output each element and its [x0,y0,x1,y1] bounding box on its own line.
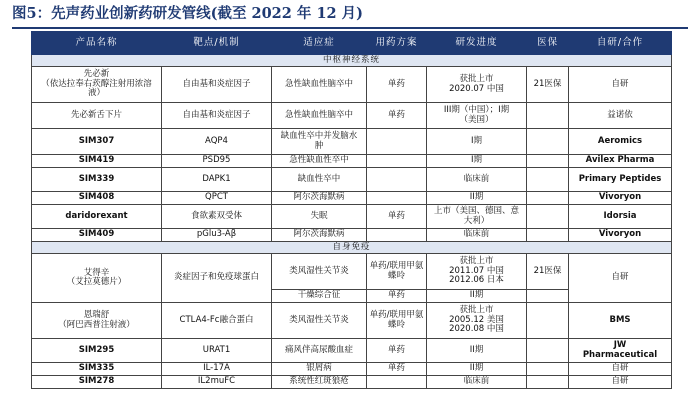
partner-cell: 自研 [569,254,672,303]
insurance-cell [527,155,569,168]
header-target: 靶点/机制 [162,32,272,55]
progress-cell: 临床前 [427,376,527,389]
product-name-line: （依达拉奉右莰醇注射用浓溶 [41,78,152,89]
product-cell: SIM408 [32,192,162,205]
indication-line: 缺血性卒中并发脑水 [280,131,358,141]
partner-cell: Vivoryon [569,192,672,205]
regimen-cell: 单药 [367,339,427,363]
indication-line: 肿 [314,140,324,151]
progress-cell: II期 [427,290,527,303]
regimen-cell [367,155,427,168]
product-cell [32,303,162,339]
target-cell: 食欲素双受体 [162,205,272,229]
partner-cell: 自研 [569,363,672,376]
insurance-cell [527,103,569,129]
target-cell: PSD95 [162,155,272,168]
progress-cell [427,254,527,290]
regimen-cell [367,168,427,192]
indication-cell: 急性缺血性脑卒中 [272,67,367,103]
section-row-autoimmune [32,242,672,254]
target-cell: QPCT [162,192,272,205]
progress-cell: II期 [427,339,527,363]
indication-cell: 缺血性卒中 [272,168,367,192]
progress-cell: I期 [427,155,527,168]
target-cell: IL2muFC [162,376,272,389]
product-cell [32,254,162,303]
regimen-cell: 单药 [367,290,427,303]
table-row [32,303,672,339]
progress-cell [427,103,527,129]
section-row-cns [32,55,672,67]
regimen-line: 蝶呤 [387,319,405,330]
regimen-line: 单药/联用甲氨 [369,261,424,271]
table-row [32,254,672,290]
progress-cell: I期 [427,129,527,155]
regimen-cell [367,129,427,155]
progress-cell [427,205,527,229]
regimen-line: 单药/联用甲氨 [369,310,424,320]
indication-cell: 急性缺血性脑卒中 [272,103,367,129]
progress-line: 大利） [463,215,490,226]
progress-line: 获批上市 [459,305,494,316]
partner-cell: 自研 [569,67,672,103]
partner-cell: Vivoryon [569,229,672,242]
insurance-cell [527,192,569,205]
section-label: 自身免疫 [32,242,672,254]
indication-cell: 痛风伴高尿酸血症 [272,339,367,363]
table-row [32,339,672,363]
insurance-cell [527,290,569,303]
indication-cell: 阿尔茨海默病 [272,229,367,242]
product-name-line: 液） [87,88,105,99]
insurance-cell [527,205,569,229]
regimen-cell [367,376,427,389]
product-cell [32,67,162,103]
target-cell: URAT1 [162,339,272,363]
target-cell: 自由基和炎症因子 [162,103,272,129]
progress-line: （美国） [459,114,494,125]
insurance-cell [527,129,569,155]
progress-cell: II期 [427,363,527,376]
target-cell: 自由基和炎症因子 [162,67,272,103]
header-regimen: 用药方案 [367,32,427,55]
indication-cell: 银屑病 [272,363,367,376]
product-name: 恩瑞舒 [83,310,110,320]
indication-cell: 系统性红斑狼疮 [272,376,367,389]
indication-cell: 失眠 [272,205,367,229]
insurance-cell [527,303,569,339]
header-product: 产品名称 [32,32,162,55]
product-cell: SIM278 [32,376,162,389]
insurance-cell: 21医保 [527,254,569,290]
insurance-cell [527,229,569,242]
product-name-line: （艾拉莫德片） [66,277,127,287]
progress-cell [427,67,527,103]
section-label: 中枢神经系统 [32,55,672,67]
product-name: 艾得辛 [83,267,110,278]
progress-cell [427,303,527,339]
indication-cell: 类风湿性关节炎 [272,303,367,339]
product-cell: SIM409 [32,229,162,242]
partner-cell: BMS [569,303,672,339]
indication-cell [272,129,367,155]
partner-line: Pharmaceutical [582,349,658,360]
product-cell: SIM307 [32,129,162,155]
progress-line: 获批上市 [459,256,494,267]
table-row [32,205,672,229]
table-row [32,363,672,376]
indication-cell: 急性缺血性卒中 [272,155,367,168]
insurance-cell [527,168,569,192]
regimen-cell: 单药 [367,103,427,129]
progress-line: III期（中国）；I期 [443,105,510,115]
regimen-cell: 单药 [367,67,427,103]
regimen-cell: 单药 [367,363,427,376]
partner-cell [569,339,672,363]
product-name: 先必新 [83,69,110,80]
progress-line: 2011.07 中国 [449,265,504,276]
partner-cell: 益诺依 [569,103,672,129]
regimen-line: 蝶呤 [387,270,405,281]
header-indication: 适应症 [272,32,367,55]
product-cell: 先必新舌下片 [32,103,162,129]
progress-line: 2020.08 中国 [449,324,504,335]
header-insurance: 医保 [527,32,569,55]
progress-cell: 临床前 [427,168,527,192]
progress-cell: 临床前 [427,229,527,242]
product-name-line: （阿巴西普注射液） [58,319,135,330]
regimen-cell [367,303,427,339]
progress-line: 上市（美国、德国、意 [433,206,519,216]
product-cell: SIM335 [32,363,162,376]
insurance-cell [527,376,569,389]
header-partner: 自研/合作 [569,32,672,55]
table-row [32,229,672,242]
table-row [32,129,672,155]
table-row [32,155,672,168]
header-row [32,32,672,55]
progress-line: 2012.06 日本 [449,275,504,286]
regimen-cell [367,254,427,290]
product-cell: SIM339 [32,168,162,192]
indication-cell: 类风湿性关节炎 [272,254,367,290]
partner-cell: Idorsia [569,205,672,229]
progress-cell: II期 [427,192,527,205]
target-cell: DAPK1 [162,168,272,192]
table-row [32,67,672,103]
target-cell: pGlu3-Aβ [162,229,272,242]
table-row [32,103,672,129]
regimen-cell: 单药 [367,205,427,229]
progress-line: 获批上市 [459,74,494,84]
target-cell: IL-17A [162,363,272,376]
partner-cell: Aeromics [569,129,672,155]
progress-line: 2005.12 美国 [449,314,504,325]
indication-cell: 阿尔茨海默病 [272,192,367,205]
partner-cell: Avilex Pharma [569,155,672,168]
target-cell: 炎症因子和免疫球蛋白 [162,254,272,303]
indication-cell: 干燥综合征 [272,290,367,303]
pipeline-table [31,31,672,389]
progress-line: 2020.07 中国 [449,83,504,94]
insurance-cell: 21医保 [527,67,569,103]
partner-line: JW [613,340,627,350]
insurance-cell [527,339,569,363]
figure-title: 图5：先声药业创新药研发管线(截至 2022 年 12 月) [12,3,688,29]
header-progress: 研发进度 [427,32,527,55]
product-cell: SIM295 [32,339,162,363]
partner-cell: 自研 [569,376,672,389]
partner-cell: Primary Peptides [569,168,672,192]
table-row [32,192,672,205]
target-cell: CTLA4-Fc融合蛋白 [162,303,272,339]
table-row [32,376,672,389]
target-cell: AQP4 [162,129,272,155]
product-cell: SIM419 [32,155,162,168]
insurance-cell [527,363,569,376]
table-row [32,168,672,192]
regimen-cell [367,229,427,242]
product-cell: daridorexant [32,205,162,229]
regimen-cell [367,192,427,205]
